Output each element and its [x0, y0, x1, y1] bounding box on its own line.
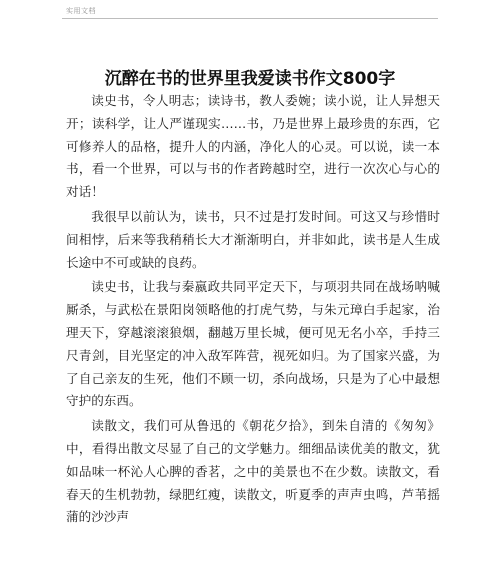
- header-divider: [62, 18, 438, 19]
- paragraph-1: 读史书，令人明志；读诗书，教人委婉；读小说，让人异想天开；读科学，让人严谨现实……书，乃是世界上最珍贵的东西，它可修养人的品格，提升人的内涵，净化人的心灵。可以说，读一本书，看一个世界，可以与书的作者跨越时空，进行一次次心与心的对话！: [66, 93, 440, 200]
- paragraph-3: 读史书，让我与秦嬴政共同平定天下，与项羽共同在战场呐喊厮杀，与武松在景阳岗领略他的打虎气势，与朱元璋白手起家，治理天下，穿越滚滚狼烟，翻越万里长城，便可见无名小卒，手持三尺青剑，目光坚定的冲入敌军阵营，视死如归。为了国家兴盛，为了自己亲友的生死，他们不顾一切，杀向战场，只是为了心中最想守护的东西。: [66, 279, 440, 409]
- paragraph-2: 我很早以前认为，读书，只不过是打发时间。可这又与珍惜时间相悖，后来等我稍稍长大才渐渐明白，并非如此，读书是人生成长途中不可或缺的良药。: [66, 208, 440, 270]
- document-body: [66, 90, 440, 531]
- header-label: 实用文档: [66, 7, 96, 15]
- document-title: 沉醉在书的世界里我爱读书作文800字: [104, 69, 396, 89]
- paragraph-4: 读散文，我们可从鲁迅的《朝花夕拾》，到朱自清的《匆匆》中，看得出散文尽显了自己的文学魅力。细细品读优美的散文，犹如品味一杯沁人心脾的香茗，之中的美景也不在少数。读散文，看春天的生机勃勃，绿肥红瘦，读散文，听夏季的声声虫鸣，芦苇摇蒲的沙沙声: [66, 418, 440, 525]
